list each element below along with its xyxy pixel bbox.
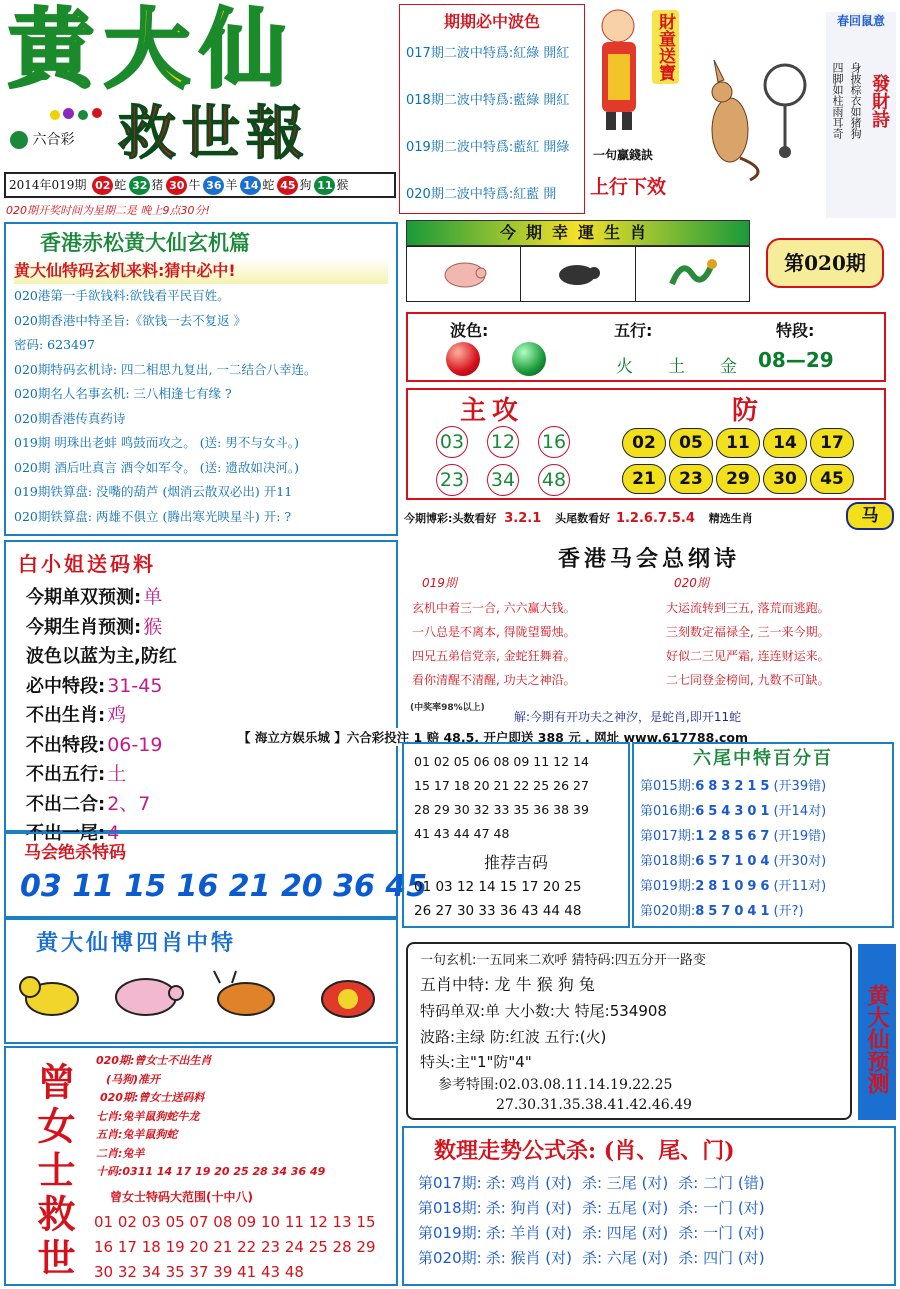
- fortune-poem-col: 身披棕衣如猪狗: [849, 62, 862, 139]
- six-tail-issue: 第016期:: [640, 804, 696, 819]
- lucky-number-line: 26 27 30 33 36 43 44 48: [414, 903, 582, 919]
- girl-code-row: [26, 701, 396, 731]
- draw-zodiac: 羊: [225, 178, 238, 192]
- zeng-line: 五肖:兔羊鼠狗蛇: [96, 1128, 178, 1141]
- draw-ball: 36: [203, 176, 224, 195]
- poem-line: 看你清醒不清醒, 功夫之神沿。: [412, 673, 576, 687]
- poem-panel: [402, 540, 896, 712]
- xuanji-panel: [4, 222, 398, 536]
- masthead-subtitle: 救世報: [118, 99, 311, 167]
- poem-col-1: [412, 596, 576, 692]
- main-attack-number: 12: [487, 426, 519, 458]
- lucky-number-line: 01 03 12 14 15 17 20 25: [414, 879, 582, 895]
- wave-line: 018期二波中特爲:藍綠 開紅: [406, 93, 570, 108]
- girl-code-value: 06-19: [107, 733, 163, 756]
- girl-code-value: 土: [107, 763, 127, 785]
- number-grid-line: 01 02 05 06 08 09 11 12 14: [414, 754, 589, 769]
- brand-name: 六合彩: [32, 132, 75, 148]
- fortune-poem-title: 發財詩: [869, 74, 890, 128]
- formula-zodiac-kill: 杀: 鸡肖 (对): [485, 1174, 572, 1192]
- number-grid-line: 41 43 44 47 48: [414, 826, 510, 841]
- xuanji-line: 019期 明珠出老蚌 鸣鼓而攻之。 (送: 男不与女斗。): [14, 435, 299, 450]
- lucky-saying: 一句贏錢訣: [593, 148, 654, 162]
- defense-number: 05: [669, 428, 713, 458]
- xuanji-line: 020期 酒后吐真言 酒令如军令。 (送: 遗敌如决河。): [14, 459, 299, 475]
- defense-number: 30: [763, 464, 807, 494]
- number-grid-panel: [402, 742, 630, 928]
- zeng-range-numbers: [94, 1210, 376, 1285]
- segment-value: 08—29: [758, 348, 834, 372]
- poem-line: 一八总是不离本, 得陇望蜀烛。: [412, 625, 576, 639]
- girl-code-row: [26, 613, 396, 643]
- poem-note: 解:今期有开功夫之神汐，是蛇肖,即开11蛇: [514, 710, 742, 724]
- defense-number: 11: [716, 428, 760, 458]
- six-tail-result: (开39错): [773, 779, 827, 794]
- formula-row: [418, 1221, 894, 1246]
- six-tail-numbers: 683215: [695, 779, 774, 794]
- formula-gate-kill: 杀: 一门 (对): [678, 1224, 765, 1242]
- girl-code-value: 单: [143, 586, 163, 608]
- six-tail-issue: 第015期:: [640, 779, 696, 794]
- main-attack-number: 03: [436, 426, 468, 458]
- formula-row: [418, 1171, 894, 1196]
- kangaroo-illustration: [680, 40, 830, 190]
- formula-gate-kill: 杀: 一门 (对): [678, 1199, 765, 1217]
- sponsor-ad: 【 海立方娱乐城 】六合彩投注 1 赔 48.5, 开户即送 388 元 . 网址 www.617788.com: [238, 730, 749, 745]
- formula-gate-kill: 杀: 四门 (对): [678, 1249, 765, 1267]
- fortune-poem-head: 春回鼠意: [836, 14, 885, 28]
- defense-number: 45: [810, 464, 854, 494]
- xuanji-line: 020期名人名事玄机: 三八相逢七有缘 ?: [14, 386, 232, 401]
- poem-line: 好似二三见严霜, 连连财运来。: [666, 649, 830, 663]
- xuanji-line: 020期香港传真药诗: [14, 410, 126, 426]
- draw-issue: 2014年019期: [9, 178, 87, 192]
- six-tail-issue: 第019期:: [640, 879, 696, 894]
- tip-line: 参考特围:02.03.08.11.14.19.22.25: [438, 1077, 673, 1093]
- bobo-value: 3.2.1: [504, 511, 542, 526]
- formula-gate-kill: 杀: 二门 (错): [678, 1174, 765, 1192]
- issue-badge: 第020期: [766, 238, 884, 288]
- girl-code-row: [26, 760, 396, 790]
- draw-ball: 45: [277, 176, 298, 195]
- girl-code-row: [26, 672, 396, 702]
- defense-number: 14: [763, 428, 807, 458]
- defense-number: 29: [716, 464, 760, 494]
- six-tail-issue: 第018期:: [640, 854, 696, 869]
- defense-number: 17: [810, 428, 854, 458]
- six-tail-numbers: 128567: [695, 829, 774, 844]
- draw-ball: 11: [314, 176, 335, 195]
- six-tail-numbers: 654301: [695, 804, 774, 819]
- poem-col-2: [666, 596, 830, 692]
- main-attack-numbers: [436, 426, 612, 502]
- lucky-zodiac-banner: [406, 220, 750, 246]
- poem-title: 香港马会总纲诗: [557, 546, 740, 572]
- tail-value: 1.2.6.7.5.4: [615, 511, 695, 526]
- formula-issue: 第020期:: [418, 1249, 482, 1267]
- zeng-line: 七肖:兔羊鼠狗蛇牛龙: [96, 1109, 200, 1123]
- draw-notice: 020期开奖时间为星期二是 晚上9点30分!: [6, 204, 210, 217]
- six-tail-issue: 第020期:: [640, 904, 696, 919]
- xuanji-subtitle: 黄大仙特码玄机来料:猜中必中!: [14, 258, 388, 284]
- draw-zodiac: 猪: [151, 178, 164, 192]
- six-tail-row: [640, 849, 892, 874]
- main-attack-label: 主攻: [460, 396, 525, 426]
- tail-label: 头尾数看好: [555, 512, 611, 525]
- six-tail-row: [640, 874, 892, 899]
- tip-panel: [406, 942, 852, 1120]
- formula-tail-kill: 杀: 四尾 (对): [581, 1224, 669, 1242]
- formula-row: [418, 1196, 894, 1221]
- girl-code-label: 不出生肖:: [26, 705, 106, 726]
- pig-image: [407, 247, 521, 301]
- attributes-panel: [406, 312, 886, 382]
- four-zodiac-panel: [4, 918, 398, 1044]
- defense-label: 防: [732, 396, 759, 426]
- bobo-label: 今期博彩:头数看好: [404, 512, 497, 525]
- formula-zodiac-kill: 杀: 猴肖 (对): [485, 1249, 572, 1267]
- main-attack-number: 48: [538, 464, 570, 496]
- poem-line: 大运流转到三五, 落荒而逃跑。: [666, 601, 830, 615]
- six-tail-row: [640, 799, 892, 824]
- draw-zodiac: 猴: [336, 178, 349, 192]
- formula-tail-kill: 杀: 六尾 (对): [581, 1249, 669, 1267]
- draw-ball: 30: [166, 176, 187, 195]
- tip-line: 波路:主绿 防:红波 五行:(火): [420, 1028, 607, 1046]
- pick-badge: 马: [846, 502, 894, 530]
- girl-code-label: 今期生肖预测:: [26, 616, 142, 638]
- formula-title: 数理走势公式杀: (肖、尾、门): [434, 1138, 735, 1164]
- kill-title: 马会绝杀特码: [24, 843, 126, 863]
- pig-image: [106, 965, 186, 1029]
- zeng-panel: [4, 1046, 398, 1286]
- poem-line: 二七同登金榜间, 九数不可缺。: [666, 673, 830, 687]
- zeng-range-title: 曾女士特码大范围(十中八): [110, 1190, 253, 1204]
- six-tail-row: [640, 774, 892, 799]
- pick-label: 精选生肖: [708, 512, 753, 525]
- zeng-line: 二肖:兔羊: [96, 1146, 145, 1160]
- element-value: 土: [668, 357, 685, 377]
- fortune-boy-caption: 財童送寶: [652, 10, 679, 84]
- tip-line: 五肖中特: 龙 牛 猴 狗 兔: [420, 975, 595, 994]
- kill-numbers: 03 11 15 16 21 20 36 45: [20, 869, 428, 904]
- defense-number: 23: [669, 464, 713, 494]
- six-tail-title: 六尾中特百分百: [693, 748, 833, 769]
- six-tail-result: (开?): [773, 904, 804, 919]
- girl-code-value: 2、7: [107, 792, 151, 815]
- xuanji-title: 香港赤松黄大仙玄机篇: [40, 230, 250, 255]
- poem-col-head: 020期: [674, 576, 709, 590]
- dog-image: [16, 965, 86, 1029]
- tip-line: 特头:主"1"防"4": [420, 1053, 532, 1071]
- formula-row: [418, 1246, 894, 1271]
- masthead-title: 黄大仙: [8, 0, 296, 100]
- girl-code-label: 不出一尾:: [26, 823, 106, 844]
- zeng-line: (马狗)准开: [106, 1072, 161, 1086]
- attack-panel: [406, 388, 886, 500]
- poem-col-head: 019期: [422, 576, 457, 590]
- girl-code-label: 波色以蓝为主,防红: [26, 646, 177, 667]
- wave-color-label: 波色:: [450, 321, 489, 340]
- poem-line: 四兄五弟信党亲, 金蛇狂舞着。: [412, 649, 576, 663]
- brand-logo: [10, 130, 74, 150]
- fortune-poem-col: 四脚如柱雨耳奇: [831, 62, 844, 139]
- bobo-strip: [404, 510, 896, 532]
- defense-number: 21: [622, 464, 666, 494]
- six-tail-result: (开14对): [773, 804, 827, 819]
- draw-zodiac: 狗: [299, 178, 312, 192]
- ox-image: [206, 965, 286, 1029]
- girl-code-value: 鸡: [107, 704, 127, 726]
- lucky-numbers-title: 推荐吉码: [483, 853, 548, 872]
- red-ball-icon: [446, 342, 480, 376]
- zeng-lines: [90, 1052, 325, 1182]
- xuanji-line: 019期铁算盘: 没嘴的葫芦 (烟消云散双必出) 开11: [14, 484, 293, 499]
- girl-code-label: 必中特段:: [26, 675, 106, 697]
- poem-line: 三刻数定福禄全, 三一来今期。: [666, 625, 830, 639]
- draw-ball: 02: [92, 176, 113, 195]
- wave-line: 017期二波中特爲:紅綠 開紅: [406, 46, 570, 61]
- six-tail-row: [640, 824, 892, 849]
- draw-result-bar: [4, 172, 396, 198]
- poem-line: 玄机中着三一合, 六六赢大钱。: [412, 601, 576, 615]
- wave-line: 020期二波中特爲:紅藍 開: [406, 187, 557, 202]
- element-label: 五行:: [614, 321, 653, 340]
- girl-code-label: 不出二合:: [26, 793, 106, 815]
- girl-code-row: [26, 583, 396, 613]
- lucky-saying-answer: 上行下效: [590, 176, 667, 198]
- six-tail-panel: [632, 742, 894, 928]
- rat-image: [306, 965, 386, 1029]
- six-tail-numbers: 281096: [695, 879, 774, 894]
- formula-tail-kill: 杀: 三尾 (对): [581, 1174, 669, 1192]
- zeng-line: 020期:曾女士送码料: [100, 1091, 205, 1104]
- four-zodiac-title: 黄大仙博四肖中特: [36, 930, 237, 956]
- fortune-boy-illustration: [590, 4, 650, 134]
- six-tail-result: (开19错): [773, 829, 827, 844]
- defense-number: 02: [622, 428, 666, 458]
- lucky-zodiac-images: [406, 246, 750, 302]
- main-attack-number: 23: [436, 464, 468, 496]
- girl-code-value: 猴: [143, 615, 163, 638]
- six-tail-numbers: 657104: [695, 854, 774, 869]
- girl-code-label: 不出特段:: [26, 734, 106, 756]
- number-grid-line: 28 29 30 32 33 35 36 38 39: [414, 802, 589, 817]
- green-ball-icon: [512, 342, 546, 376]
- segment-label: 特段:: [776, 321, 815, 340]
- main-attack-number: 16: [538, 426, 570, 458]
- tip-line: 特码单双:单 大小数:大 特尾:534908: [420, 1002, 667, 1020]
- six-tail-result: (开30对): [773, 854, 827, 869]
- xuanji-line: 020期铁算盘: 两雄不俱立 (腾出寒光映星斗) 开: ?: [14, 508, 292, 524]
- main-attack-number: 34: [487, 464, 519, 496]
- zeng-range-line: 30 32 34 35 37 39 41 43 48: [94, 1263, 304, 1281]
- defense-numbers: [622, 428, 882, 500]
- tip-side-label: 黄大仙预测: [858, 944, 896, 1120]
- element-value: 金: [720, 357, 737, 377]
- six-tail-issue: 第017期:: [640, 829, 696, 844]
- zeng-range-line: 16 17 18 19 20 21 22 23 24 25 28 29: [94, 1238, 376, 1256]
- wave-line: 019期二波中特爲:藍紅 開綠: [406, 140, 570, 155]
- xuanji-line: 020期香港中特圣旨:《欲钱一去不复返 》: [14, 312, 247, 328]
- tip-line: 一句玄机:一五同来二欢呼 猜特码:四五分开一路变: [420, 953, 706, 968]
- poem-rate: (中奖率98%以上): [410, 703, 485, 713]
- xuanji-line: 密码: 623497: [14, 337, 95, 352]
- girl-code-row: [26, 790, 396, 820]
- formula-zodiac-kill: 杀: 羊肖 (对): [485, 1224, 572, 1242]
- wave-title: 期期必中波色: [443, 12, 540, 31]
- formula-issue: 第019期:: [418, 1224, 482, 1242]
- six-tail-result: (开11对): [773, 879, 827, 894]
- element-value: 火: [616, 357, 633, 377]
- zeng-line: 十码:0311 14 17 19 20 25 28 34 36 49: [96, 1165, 326, 1178]
- girl-code-label: 不出五行:: [26, 764, 106, 785]
- girl-code-panel: [4, 540, 398, 844]
- formula-zodiac-kill: 杀: 狗肖 (对): [485, 1199, 572, 1217]
- lucky-zodiac-title: 今期幸運生肖: [499, 223, 656, 242]
- draw-zodiac: 牛: [188, 178, 201, 192]
- xuanji-line: 020期特码玄机诗: 四二相思九复出, 一二结合八幸连。: [14, 361, 317, 377]
- rat-image: [521, 247, 635, 301]
- draw-zodiac: 蛇: [262, 178, 275, 192]
- brand-icon: [10, 131, 28, 149]
- dragon-image: [636, 247, 749, 301]
- zeng-range-line: 01 02 03 05 07 08 09 10 11 12 13 15: [94, 1213, 376, 1231]
- tip-line: 27.30.31.35.38.41.42.46.49: [496, 1097, 692, 1113]
- girl-code-title: 白小姐送码料: [18, 552, 156, 576]
- girl-code-label: 今期单双预测:: [26, 587, 142, 608]
- girl-code-row: [26, 642, 396, 672]
- draw-ball: 14: [240, 176, 261, 195]
- formula-panel: [402, 1126, 896, 1286]
- girl-code-value: 4: [107, 822, 120, 844]
- kill-panel: [4, 832, 428, 918]
- girl-code-value: 31-45: [107, 674, 163, 697]
- xuanji-line: 020港第一手欲钱料:欲钱看平民百姓。: [14, 288, 230, 303]
- wave-box: [399, 4, 585, 214]
- fortune-poem-panel: [826, 12, 896, 218]
- draw-ball: 32: [129, 176, 150, 195]
- formula-tail-kill: 杀: 五尾 (对): [581, 1199, 669, 1217]
- logo-dots: [50, 108, 110, 122]
- formula-issue: 第018期:: [418, 1199, 482, 1217]
- zeng-line: 020期:曾女士不出生肖: [96, 1054, 212, 1067]
- zeng-side-label: 曾女士救世: [31, 1062, 76, 1282]
- six-tail-row: [640, 899, 892, 924]
- formula-issue: 第017期:: [418, 1174, 482, 1192]
- number-grid-line: 15 17 18 20 21 22 25 26 27: [414, 778, 589, 793]
- six-tail-numbers: 857041: [695, 904, 774, 919]
- draw-zodiac: 蛇: [114, 178, 127, 192]
